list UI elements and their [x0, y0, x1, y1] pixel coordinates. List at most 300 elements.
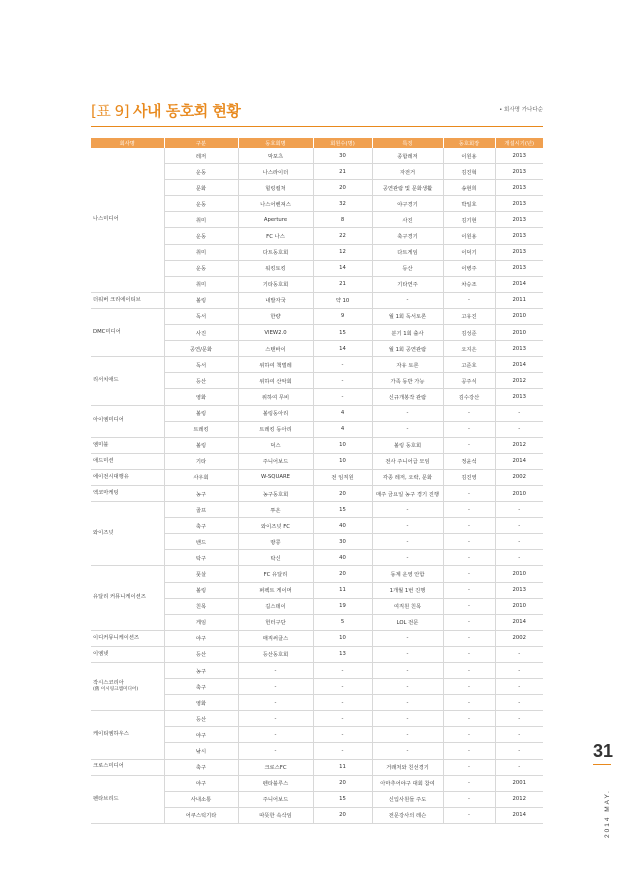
club-name-cell: 내발자국 — [238, 292, 313, 308]
feature-cell: 다트게임 — [372, 244, 443, 260]
founded-cell: - — [495, 743, 543, 759]
table-row — [91, 485, 543, 501]
founded-cell: - — [495, 663, 543, 679]
members-cell: 13 — [313, 646, 372, 662]
founded-cell: - — [495, 759, 543, 775]
leader-cell: 오지은 — [443, 341, 495, 357]
leader-cell: - — [443, 485, 495, 501]
sort-note: • 회사명 가나다순 — [499, 107, 543, 113]
feature-cell: 1개월 1번 진행 — [372, 582, 443, 598]
members-cell: 20 — [313, 485, 372, 501]
category-cell: 농구 — [164, 663, 238, 679]
category-cell: 운동 — [164, 260, 238, 276]
company-name: 케이티엠하우스 — [93, 731, 129, 738]
members-cell: - — [313, 389, 372, 405]
category-cell: 등산 — [164, 373, 238, 389]
founded-cell: - — [495, 550, 543, 566]
members-cell: 15 — [313, 502, 372, 518]
table-row — [91, 502, 543, 518]
company-cell — [91, 630, 164, 646]
members-cell: - — [313, 679, 372, 695]
club-name-cell: - — [238, 663, 313, 679]
category-cell: 골프 — [164, 502, 238, 518]
col-header-members: 회원수(명) — [313, 138, 372, 148]
col-header-founded: 개설시기(년) — [495, 138, 543, 148]
category-cell: 볼링 — [164, 405, 238, 421]
founded-cell: - — [495, 679, 543, 695]
category-cell: 영화 — [164, 389, 238, 405]
feature-cell: - — [372, 663, 443, 679]
company-name: 크로스미디어 — [93, 763, 124, 770]
issue-date: 2014 MAY. — [604, 789, 611, 838]
members-cell: 40 — [313, 518, 372, 534]
founded-cell: 2013 — [495, 582, 543, 598]
club-name-cell: 다트동호회 — [238, 244, 313, 260]
company-cell — [91, 485, 164, 501]
founded-cell: 2002 — [495, 469, 543, 485]
club-name-cell: - — [238, 695, 313, 711]
members-cell: - — [313, 663, 372, 679]
leader-cell: - — [443, 727, 495, 743]
founded-cell: 2013 — [495, 164, 543, 180]
category-cell: 트레킹 — [164, 421, 238, 437]
club-name-cell: 위하여 무비 — [238, 389, 313, 405]
club-name-cell: 투온 — [238, 502, 313, 518]
members-cell: 4 — [313, 405, 372, 421]
club-name-cell: 워킹토킹 — [238, 260, 313, 276]
company-name: 이디커뮤니케이션즈 — [93, 634, 140, 641]
leader-cell: - — [443, 646, 495, 662]
feature-cell: 볼링 동호회 — [372, 437, 443, 453]
feature-cell: 여직원 친목 — [372, 598, 443, 614]
club-name-cell: - — [238, 711, 313, 727]
leader-cell: - — [443, 630, 495, 646]
members-cell: 약 10 — [313, 292, 372, 308]
founded-cell: 2014 — [495, 357, 543, 373]
company-cell — [91, 292, 164, 308]
feature-cell: 축구경기 — [372, 228, 443, 244]
feature-cell: 신규개봉작 관람 — [372, 389, 443, 405]
club-name-cell: 위하여 산악회 — [238, 373, 313, 389]
company-cell — [91, 469, 164, 485]
feature-cell: 공연관람 및 문화생활 — [372, 180, 443, 196]
feature-cell: 신입사원들 주도 — [372, 791, 443, 807]
founded-cell: 2010 — [495, 598, 543, 614]
leader-cell: 정윤석 — [443, 453, 495, 469]
category-cell: 독서 — [164, 357, 238, 373]
club-name-cell: 나스어벤져스 — [238, 196, 313, 212]
feature-cell: 월 1회 독서토론 — [372, 308, 443, 324]
category-cell: 영화 — [164, 695, 238, 711]
category-cell: 탁구 — [164, 550, 238, 566]
leader-cell: - — [443, 550, 495, 566]
club-name-cell: Aperture — [238, 212, 313, 228]
feature-cell: - — [372, 292, 443, 308]
members-cell: 10 — [313, 453, 372, 469]
category-cell: 사내소통 — [164, 791, 238, 807]
company-name: DMC미디어 — [93, 328, 121, 335]
feature-cell: - — [372, 679, 443, 695]
feature-cell: - — [372, 695, 443, 711]
founded-cell: - — [495, 518, 543, 534]
club-name-cell: 길스데이 — [238, 598, 313, 614]
members-cell: 10 — [313, 630, 372, 646]
leader-cell: 김기현 — [443, 212, 495, 228]
feature-cell: 전사 주니어급 모임 — [372, 453, 443, 469]
members-cell: 5 — [313, 614, 372, 630]
feature-cell: - — [372, 743, 443, 759]
members-cell: 19 — [313, 598, 372, 614]
col-header-leader: 동호회장 — [443, 138, 495, 148]
feature-cell: 가족 동반 가능 — [372, 373, 443, 389]
category-cell: 볼링 — [164, 582, 238, 598]
category-cell: 취미 — [164, 212, 238, 228]
founded-cell: 2002 — [495, 630, 543, 646]
leader-cell: - — [443, 791, 495, 807]
founded-cell: 2014 — [495, 276, 543, 292]
members-cell: 15 — [313, 791, 372, 807]
category-cell: 기타 — [164, 453, 238, 469]
title-divider — [91, 126, 543, 127]
founded-cell: 2010 — [495, 325, 543, 341]
club-name-cell: 위하여 책벌레 — [238, 357, 313, 373]
category-cell: 등산 — [164, 646, 238, 662]
category-cell: 야구 — [164, 630, 238, 646]
club-name-cell: 땅콩 — [238, 534, 313, 550]
page-number: 31 — [593, 741, 614, 761]
founded-cell: 2013 — [495, 389, 543, 405]
feature-cell: 월 1회 공연관람 — [372, 341, 443, 357]
founded-cell: 2013 — [495, 341, 543, 357]
leader-cell: - — [443, 695, 495, 711]
founded-cell: 2011 — [495, 292, 543, 308]
feature-cell: 아마추어야구 대회 참여 — [372, 775, 443, 791]
leader-cell: 김성준 — [443, 325, 495, 341]
category-cell: 밴드 — [164, 534, 238, 550]
table-row — [91, 711, 543, 727]
feature-cell: 매주 금요일 농구 경기 진행 — [372, 485, 443, 501]
members-cell: 30 — [313, 148, 372, 164]
category-cell: 야구 — [164, 727, 238, 743]
members-cell: 11 — [313, 759, 372, 775]
founded-cell: 2013 — [495, 228, 543, 244]
club-name-cell: 나스라이더 — [238, 164, 313, 180]
club-name-cell: 주니어보드 — [238, 453, 313, 469]
feature-cell: 분기 1회 출사 — [372, 325, 443, 341]
leader-cell: - — [443, 679, 495, 695]
leader-cell: 이원용 — [443, 228, 495, 244]
founded-cell: 2013 — [495, 148, 543, 164]
members-cell: - — [313, 357, 372, 373]
members-cell: 30 — [313, 534, 372, 550]
members-cell: 4 — [313, 421, 372, 437]
company-cell — [91, 759, 164, 775]
feature-cell: - — [372, 405, 443, 421]
founded-cell: 2010 — [495, 566, 543, 582]
feature-cell: 전문강사의 레슨 — [372, 807, 443, 823]
page-number-underline — [593, 764, 611, 765]
feature-cell: 등산 — [372, 260, 443, 276]
table-body — [91, 148, 543, 823]
founded-cell: 2014 — [495, 807, 543, 823]
club-name-cell: 등산동호회 — [238, 646, 313, 662]
club-name-cell: 와이즈넛 FC — [238, 518, 313, 534]
feature-cell: - — [372, 518, 443, 534]
leader-cell: 김수강산 — [443, 389, 495, 405]
founded-cell: 2010 — [495, 485, 543, 501]
category-cell: 운동 — [164, 196, 238, 212]
leader-cell: - — [443, 405, 495, 421]
members-cell: - — [313, 373, 372, 389]
col-header-feature: 특징 — [372, 138, 443, 148]
col-header-club-name: 동호회명 — [238, 138, 313, 148]
category-cell: 야구 — [164, 775, 238, 791]
leader-cell: - — [443, 775, 495, 791]
founded-cell: 2014 — [495, 453, 543, 469]
club-name-cell: 볼링동아리 — [238, 405, 313, 421]
founded-cell: - — [495, 502, 543, 518]
company-cell — [91, 437, 164, 453]
company-cell — [91, 566, 164, 630]
club-name-cell: 매직써클스 — [238, 630, 313, 646]
table-row — [91, 148, 543, 164]
feature-cell: 기타연주 — [372, 276, 443, 292]
feature-cell: 각종 레저, 오락, 문화 — [372, 469, 443, 485]
members-cell: 20 — [313, 566, 372, 582]
category-cell: 축구 — [164, 679, 238, 695]
members-cell: 20 — [313, 775, 372, 791]
company-cell — [91, 453, 164, 469]
members-cell: 21 — [313, 276, 372, 292]
leader-cell: 김진혁 — [443, 164, 495, 180]
category-cell: 축구 — [164, 518, 238, 534]
company-name: 에이전시대행유 — [93, 473, 129, 480]
leader-cell: 고유진 — [443, 308, 495, 324]
leader-cell: - — [443, 518, 495, 534]
category-cell: 축구 — [164, 759, 238, 775]
category-cell: 농구 — [164, 485, 238, 501]
club-name-cell: 기타동호회 — [238, 276, 313, 292]
company-name: 작시스코리아 — [93, 679, 124, 686]
category-cell: 사진 — [164, 325, 238, 341]
table-number: [표 9] — [91, 102, 130, 120]
company-name: 엑코마케팅 — [93, 489, 119, 496]
category-cell: 취미 — [164, 244, 238, 260]
club-name-cell: 주니어보드 — [238, 791, 313, 807]
category-cell: 레저 — [164, 148, 238, 164]
club-name-cell: - — [238, 743, 313, 759]
club-name-cell: 힐링컬처 — [238, 180, 313, 196]
leader-cell: - — [443, 711, 495, 727]
company-cell — [91, 711, 164, 759]
table-row — [91, 469, 543, 485]
club-name-cell: VIEW2.0 — [238, 325, 313, 341]
members-cell: 12 — [313, 244, 372, 260]
feature-cell: 자유 토론 — [372, 357, 443, 373]
company-cell — [91, 308, 164, 356]
category-cell: 운동 — [164, 164, 238, 180]
members-cell: 40 — [313, 550, 372, 566]
company-cell — [91, 357, 164, 405]
leader-cell: 김진영 — [443, 469, 495, 485]
members-cell: 14 — [313, 260, 372, 276]
company-name: 애드미션 — [93, 457, 114, 464]
club-name-cell: 헌터구단 — [238, 614, 313, 630]
leader-cell: - — [443, 292, 495, 308]
founded-cell: - — [495, 695, 543, 711]
company-name: 엠미블 — [93, 441, 109, 448]
leader-cell: - — [443, 437, 495, 453]
leader-cell: - — [443, 502, 495, 518]
feature-cell: - — [372, 711, 443, 727]
company-name: 리서치애드 — [93, 377, 119, 384]
club-name-cell: 트레킹 동아리 — [238, 421, 313, 437]
club-name-cell: 덕스 — [238, 437, 313, 453]
category-cell: 친목 — [164, 598, 238, 614]
company-cell — [91, 775, 164, 823]
club-name-cell: 따뜻한 속삭임 — [238, 807, 313, 823]
founded-cell: 2013 — [495, 180, 543, 196]
company-name: 이엠넷 — [93, 650, 109, 657]
leader-cell: - — [443, 582, 495, 598]
company-name: 아이엠미디어 — [93, 417, 124, 424]
table-row — [91, 357, 543, 373]
leader-cell: 박일호 — [443, 196, 495, 212]
feature-cell: 야구경기 — [372, 196, 443, 212]
founded-cell: - — [495, 646, 543, 662]
company-cell — [91, 663, 164, 711]
table-title-row — [91, 100, 543, 124]
feature-cell: 거래처와 친선경기 — [372, 759, 443, 775]
leader-cell: - — [443, 807, 495, 823]
leader-cell: 이병주 — [443, 260, 495, 276]
table-row — [91, 759, 543, 775]
table-title-text: 사내 동호회 현황 — [133, 102, 241, 120]
club-name-cell: 막포츠 — [238, 148, 313, 164]
table-row — [91, 775, 543, 791]
members-cell: - — [313, 711, 372, 727]
club-name-cell: 크로스FC — [238, 759, 313, 775]
club-name-cell: 스탠바이 — [238, 341, 313, 357]
founded-cell: 2012 — [495, 373, 543, 389]
members-cell: 20 — [313, 807, 372, 823]
founded-cell: - — [495, 421, 543, 437]
category-cell: 볼링 — [164, 437, 238, 453]
members-cell: 9 — [313, 308, 372, 324]
company-name: 유달리 커뮤니케이션즈 — [93, 594, 146, 601]
table-header-row — [91, 138, 543, 148]
leader-cell: 송현희 — [443, 180, 495, 196]
leader-cell: - — [443, 534, 495, 550]
leader-cell: 고준호 — [443, 357, 495, 373]
founded-cell: - — [495, 405, 543, 421]
founded-cell: 2014 — [495, 614, 543, 630]
company-former-name: (舊 이시링크엠미디어) — [93, 687, 139, 693]
members-cell: 10 — [313, 437, 372, 453]
feature-cell: 동계 운영 안함 — [372, 566, 443, 582]
club-name-cell: FC 나스 — [238, 228, 313, 244]
category-cell: 등산 — [164, 711, 238, 727]
founded-cell: 2013 — [495, 196, 543, 212]
members-cell: 전 임직원 — [313, 469, 372, 485]
table-row — [91, 308, 543, 324]
members-cell: 15 — [313, 325, 372, 341]
feature-cell: - — [372, 727, 443, 743]
founded-cell: 2001 — [495, 775, 543, 791]
members-cell: 21 — [313, 164, 372, 180]
founded-cell: 2012 — [495, 437, 543, 453]
company-cell — [91, 148, 164, 292]
table-row — [91, 566, 543, 582]
leader-cell: 이원용 — [443, 148, 495, 164]
club-name-cell: W-SQUARE — [238, 469, 313, 485]
table-row — [91, 405, 543, 421]
feature-cell: 자전거 — [372, 164, 443, 180]
members-cell: 8 — [313, 212, 372, 228]
founded-cell: 2013 — [495, 260, 543, 276]
category-cell: 독서 — [164, 308, 238, 324]
founded-cell: - — [495, 727, 543, 743]
feature-cell: 사진 — [372, 212, 443, 228]
founded-cell: 2013 — [495, 244, 543, 260]
feature-cell: 종합레저 — [372, 148, 443, 164]
category-cell: 공연/문화 — [164, 341, 238, 357]
founded-cell: 2010 — [495, 308, 543, 324]
club-name-cell: 농구동호회 — [238, 485, 313, 501]
club-name-cell: 퍼펙트 게이머 — [238, 582, 313, 598]
category-cell: 운동 — [164, 228, 238, 244]
leader-cell: - — [443, 759, 495, 775]
table-row — [91, 646, 543, 662]
table-row — [91, 292, 543, 308]
table-title — [91, 100, 240, 121]
leader-cell: - — [443, 421, 495, 437]
feature-cell: - — [372, 502, 443, 518]
leader-cell: - — [443, 598, 495, 614]
club-name-cell: FC 유달리 — [238, 566, 313, 582]
company-name: 더워버 크리에이티브 — [93, 296, 141, 303]
founded-cell: 2012 — [495, 791, 543, 807]
members-cell: 11 — [313, 582, 372, 598]
club-name-cell: 한량 — [238, 308, 313, 324]
category-cell: 취미 — [164, 276, 238, 292]
founded-cell: 2013 — [495, 212, 543, 228]
company-cell — [91, 502, 164, 566]
table-row — [91, 630, 543, 646]
category-cell: 게임 — [164, 614, 238, 630]
feature-cell: - — [372, 534, 443, 550]
category-cell: 풋살 — [164, 566, 238, 582]
club-status-table — [91, 138, 543, 824]
col-header-company: 회사명 — [91, 138, 164, 148]
leader-cell: - — [443, 614, 495, 630]
col-header-category: 구분 — [164, 138, 238, 148]
club-name-cell: 탁신 — [238, 550, 313, 566]
leader-cell: - — [443, 743, 495, 759]
members-cell: 22 — [313, 228, 372, 244]
club-name-cell: - — [238, 679, 313, 695]
founded-cell: - — [495, 534, 543, 550]
leader-cell: 차승조 — [443, 276, 495, 292]
leader-cell: 이덕기 — [443, 244, 495, 260]
feature-cell: LOL 전문 — [372, 614, 443, 630]
members-cell: - — [313, 743, 372, 759]
company-name: 와이즈넛 — [93, 530, 114, 537]
feature-cell: - — [372, 550, 443, 566]
category-cell: 볼링 — [164, 292, 238, 308]
members-cell: - — [313, 695, 372, 711]
feature-cell: - — [372, 421, 443, 437]
